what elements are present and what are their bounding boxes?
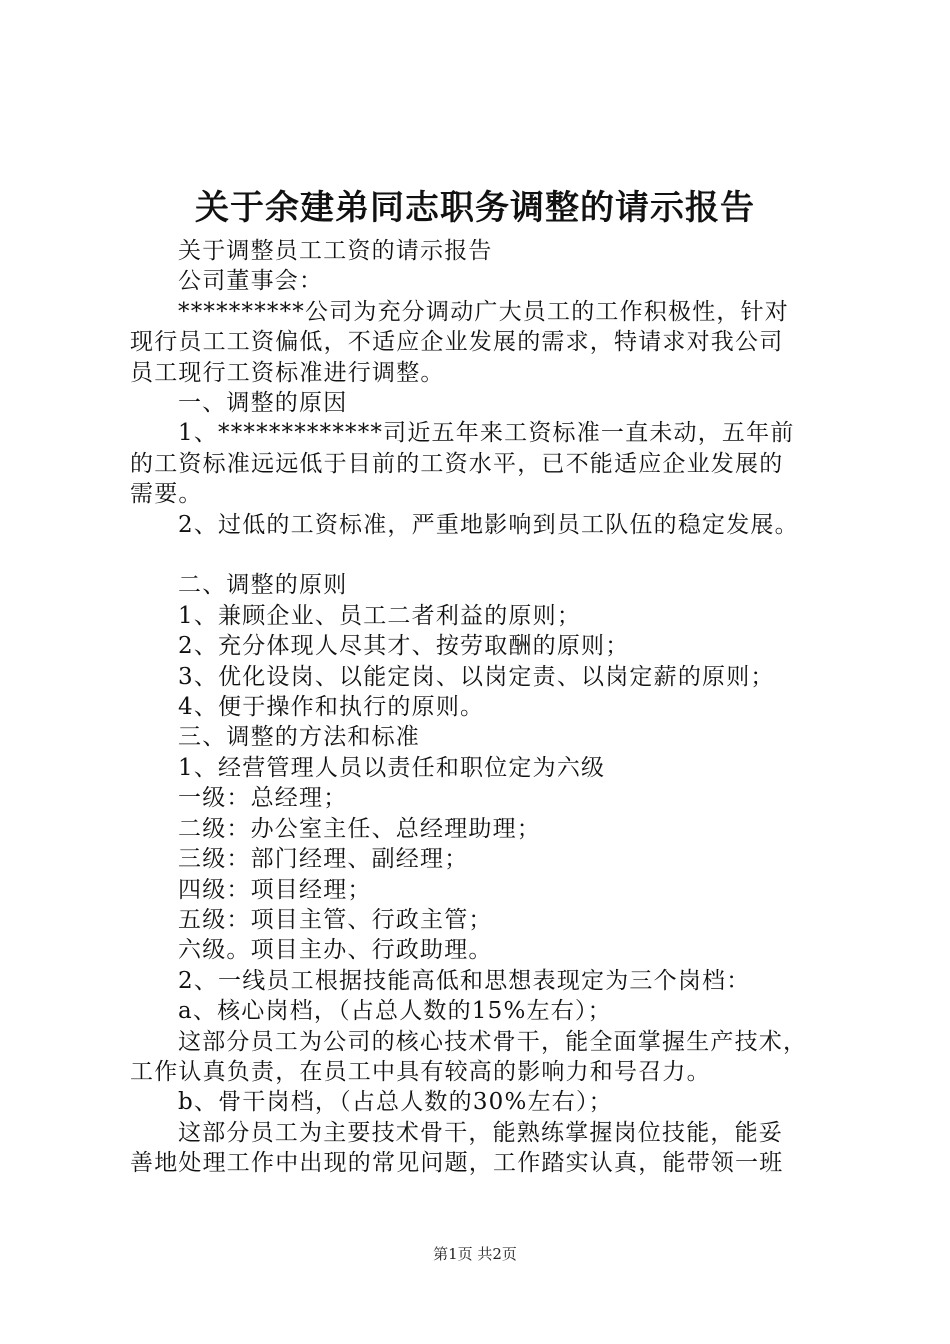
- section3-heading: 三、调整的方法和标准: [178, 724, 420, 751]
- level-6: 六级。项目主办、行政助理。: [178, 937, 493, 964]
- level-5: 五级：项目主管、行政主管；: [178, 906, 493, 933]
- level-3: 三级：部门经理、副经理；: [178, 846, 469, 873]
- section2-item-2: 2、充分体现人尽其才、按劳取酬的原则；: [178, 633, 630, 660]
- tier-b-desc-line-1: 这部分员工为主要技术骨干，能熟练掌握岗位技能，能妥: [178, 1119, 783, 1146]
- intro-line-2: 现行员工工资偏低，不适应企业发展的需求，特请求对我公司: [130, 329, 784, 356]
- section1-heading: 一、调整的原因: [178, 390, 348, 417]
- page-footer: 第1页 共2页: [433, 1245, 517, 1263]
- section2-item-1: 1、兼顾企业、员工二者利益的原则；: [178, 602, 582, 629]
- salutation: 公司董事会：: [178, 268, 324, 295]
- tier-a-desc-line-1: 这部分员工为公司的核心技术骨干，能全面掌握生产技术，: [178, 1028, 808, 1055]
- report-subtitle: 关于调整员工工资的请示报告: [178, 238, 493, 264]
- section3-sub2: 2、一线员工根据技能高低和思想表现定为三个岗档：: [178, 967, 751, 994]
- section1-item1-line-1: 1、*************司近五年来工资标准一直未动，五年前: [178, 420, 795, 447]
- level-1: 一级：总经理；: [178, 785, 348, 812]
- blank-line: [130, 540, 830, 570]
- intro-line-3: 员工现行工资标准进行调整。: [130, 359, 445, 386]
- document-title: 关于余建弟同志职务调整的请示报告: [195, 188, 755, 228]
- section2-heading: 二、调整的原则: [178, 572, 348, 599]
- intro-line-1: **********公司为充分调动广大员工的工作积极性，针对: [178, 298, 789, 325]
- tier-b-heading: b、骨干岗档，（占总人数的30%左右）；: [178, 1089, 613, 1116]
- tier-b-desc-line-2: 善地处理工作中出现的常见问题，工作踏实认真，能带领一班: [130, 1150, 784, 1177]
- tier-a-heading: a、核心岗档，（占总人数的15%左右）；: [178, 998, 612, 1025]
- level-2: 二级：办公室主任、总经理助理；: [178, 815, 541, 842]
- section1-item2: 2、过低的工资标准，严重地影响到员工队伍的稳定发展。: [178, 511, 799, 538]
- section1-item1-line-3: 需要。: [130, 481, 203, 508]
- section3-sub1: 1、经营管理人员以责任和职位定为六级: [178, 754, 606, 781]
- tier-a-desc-line-2: 工作认真负责，在员工中具有较高的影响力和号召力。: [130, 1058, 711, 1085]
- section2-item-4: 4、便于操作和执行的原则。: [178, 694, 485, 721]
- section1-item1-line-2: 的工资标准远远低于目前的工资水平，已不能适应企业发展的: [130, 450, 784, 477]
- document-body: [130, 236, 830, 1179]
- section2-item-3: 3、优化设岗、以能定岗、以岗定责、以岗定薪的原则；: [178, 663, 775, 690]
- level-4: 四级：项目经理；: [178, 876, 372, 903]
